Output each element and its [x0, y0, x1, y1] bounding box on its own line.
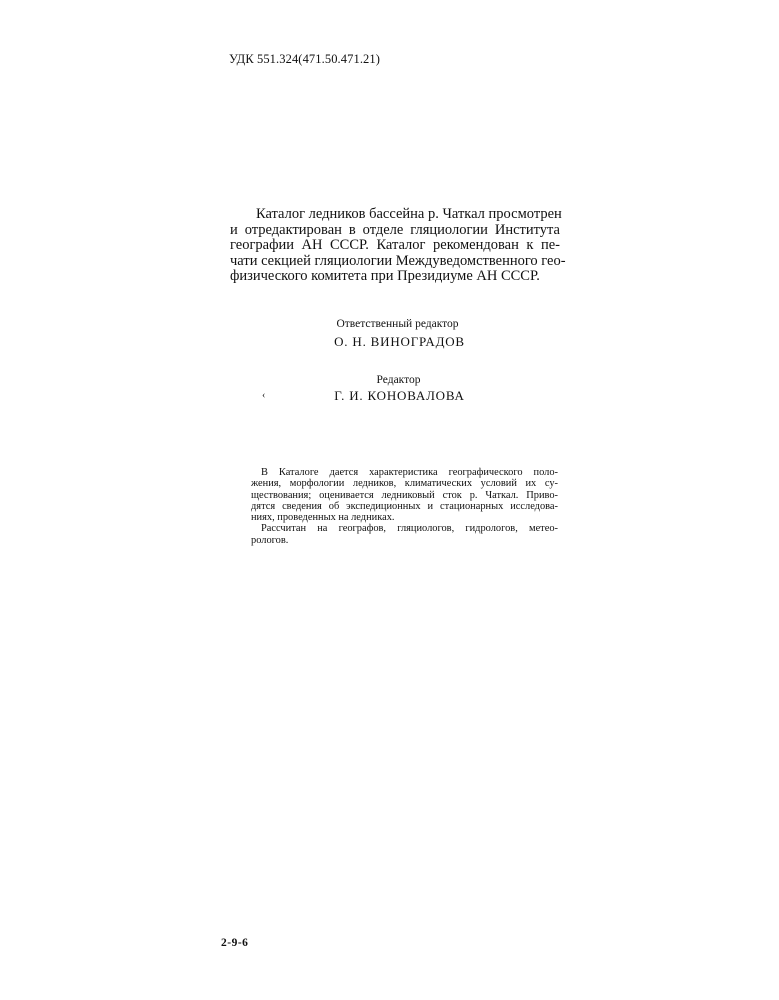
- approval-line: чати секцией гляциологии Междуведомственного гео-: [230, 252, 566, 269]
- approval-line: географии АН СССР. Каталог рекомендован к пе-: [230, 237, 560, 254]
- abstract-line: Рассчитан на географов, гляциологов, гидрологов, метео-: [261, 523, 558, 535]
- abstract-line: В Каталоге дается характеристика географического поло-: [261, 467, 558, 478]
- abstract-line: дятся сведения об экспедиционных и стационарных исследова-: [251, 500, 558, 512]
- abstract-line: жения, морфологии ледников, климатических условий их су-: [251, 478, 558, 490]
- abstract-line: ществования; оценивается ледниковый сток р. Чаткал. Приво-: [251, 489, 558, 501]
- approval-line: и отредактирован в отделе гляциологии Института: [230, 221, 560, 238]
- approval-line: физического комитета при Президиуме АН СССР.: [230, 268, 540, 285]
- editor-label: Редактор: [376, 374, 421, 386]
- responsible-editor-label: Ответственный редактор: [336, 318, 459, 330]
- responsible-editor-name: О. Н. ВИНОГРАДОВ: [334, 334, 465, 349]
- abstract-line: рологов.: [251, 534, 289, 546]
- approval-line: Каталог ледников бассейна р. Чаткал просмотрен: [256, 206, 562, 222]
- udk-classification: УДК 551.324(471.50.471.21): [229, 52, 381, 66]
- stray-print-mark: ‹: [262, 390, 266, 401]
- abstract-line: ниях, проведенных на ледниках.: [251, 512, 395, 524]
- approval-paragraph: [230, 206, 566, 285]
- publication-code: 2-9-6: [221, 937, 249, 949]
- editor-name: Г. И. КОНОВАЛОВА: [334, 388, 465, 403]
- abstract-paragraph: [251, 467, 558, 546]
